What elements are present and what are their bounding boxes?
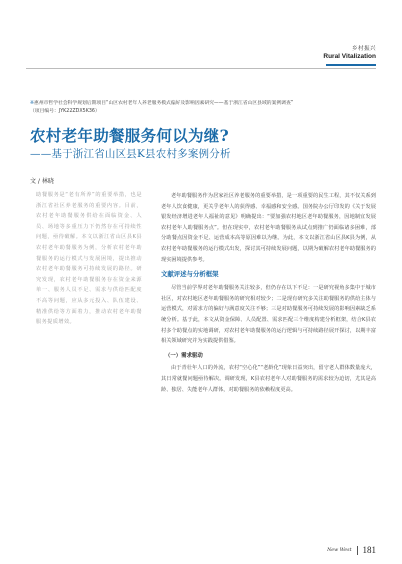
funding-mark: ※ xyxy=(30,101,35,106)
body-paragraph-3: 由于青壮年人口的外流，农村“空心化”“老龄化”现象日益突出，留守老人群体数量庞大，其日常就餐问题亟待解决。调研发现，K县农村老年人对助餐服务的需求较为迫切，尤其是高龄、独居、失能老年人群体，对助餐服务的依赖程度更高。 xyxy=(161,365,376,393)
column-name-en: Rural Vitalization xyxy=(323,53,376,60)
header-divider xyxy=(26,68,376,69)
article-subtitle: ——基于浙江省山区县K县农村多案例分析 xyxy=(30,148,231,160)
body-paragraph-2: 尽管当前学界对老年助餐服务关注较多，但仍存在以下不足：一是研究视角多集中于城市社区，对农村地区老年助餐服务的研究相对较少；二是现有研究多关注助餐服务的供给主体与运营模式，对需求方的偏好与满意度关注不够；三是对助餐服务可持续发展的影响因素缺乏系统分析。基于此，本文从资金保障、人员配置、需求匹配三个维度构建分析框架，结合K县农村多个助餐点的实地调研，对农村老年助餐服务的运行逻辑与可持续路径展开探讨，以期丰富相关领域研究并为实践提供借鉴。 xyxy=(161,285,376,345)
section-heading: 文献评述与分析框架 xyxy=(161,270,219,279)
page-number: 181 xyxy=(362,545,376,555)
column-rubric xyxy=(323,44,376,60)
body-paragraph-1: 老年助餐服务作为居家社区养老服务的重要举措，是一项重要的民生工程，其不仅关系到老年人饮食健康，更关乎老年人的获得感、幸福感和安全感。国务院办公厅印发的《关于发展银发经济增进老年人福祉的意见》明确提出：“要加强农村地区老年助餐服务，因地制宜发展农村老年人助餐服务点”。但在现实中，农村老年助餐服务从试点到推广仍面临诸多困难，部分助餐点因资金不足、运营成本高等原因难以为继。为此，本文以浙江省山区县K县为例，从农村老年助餐服务的运行模式出发，探讨其可持续发展问题，以期为破解农村老年助餐服务的现实困境提供参考。 xyxy=(161,193,376,263)
rubric-accent-bar xyxy=(326,64,376,66)
footer-separator xyxy=(357,546,358,555)
column-name-cn: 乡村振兴 xyxy=(351,46,376,52)
article-title: 农村老年助餐服务何以为继? xyxy=(30,126,229,145)
magazine-name: New West xyxy=(327,547,352,553)
article-abstract: 助餐服务是“老有所养”的重要举措，也是浙江省社区养老服务的重要内容。目前，农村老年助餐服务供给在面临资金、人员、场地等多重压力下仍然存在可持续性问题，亟待破解。本文以浙江省山区县K县农村老年助餐服务为例，分析农村老年助餐服务的运行模式与发展困境，提出推动农村老年助餐服务可持续发展的路径。研究发现，农村老年助餐服务存在资金来源单一、服务人员不足、需求与供给匹配度不高等问题，应从多元投入、队伍建设、精准供给等方面着力，推动农村老年助餐服务提质增效。 xyxy=(36,192,142,326)
funding-line-1: 惠州市哲学社会科学规划后期项目“山区农村老年人养老服务模式偏好及影响因素研究——基于浙江省山区县域的案例调查” xyxy=(34,101,294,106)
subsection-heading: （一）需求驱动 xyxy=(165,352,203,359)
funding-note xyxy=(30,100,370,116)
article-author: 文 / 林晓 xyxy=(30,178,54,185)
funding-line-2: （项目编号：JYK22ZDX5K36） xyxy=(30,109,100,114)
page-footer xyxy=(327,545,376,555)
body-column xyxy=(161,191,376,395)
